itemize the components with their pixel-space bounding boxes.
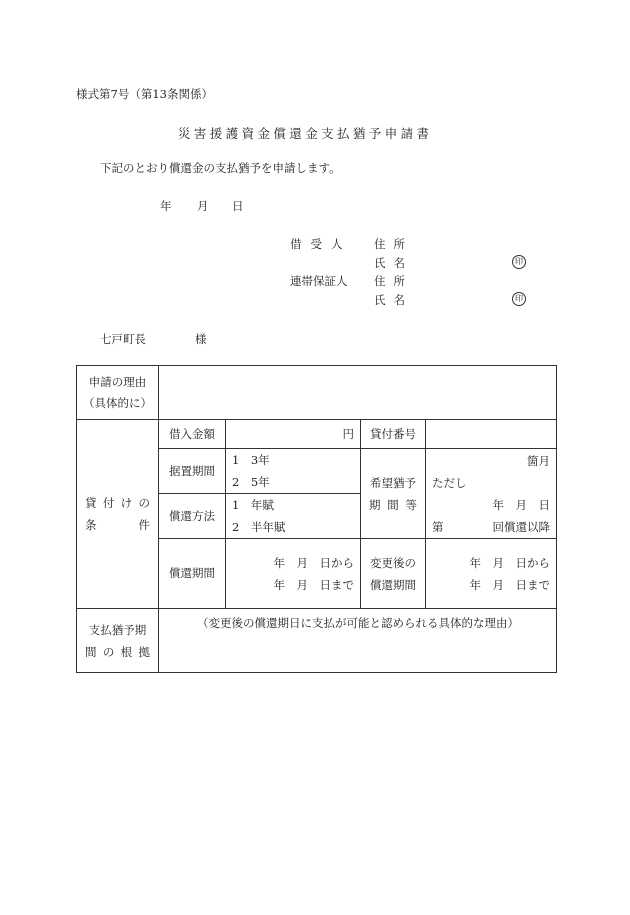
guarantor-seal-mark: 印	[512, 292, 526, 306]
changed-period-line1: 変更後の	[370, 555, 416, 570]
changed-period-input[interactable]	[426, 539, 557, 609]
addressee-name: 七戸町長	[100, 332, 146, 346]
deferral-months: 箇月	[527, 453, 550, 468]
guarantor-name-label: 氏名	[374, 293, 413, 307]
requested-deferral-input[interactable]	[426, 449, 557, 539]
reason-label-line1: 申請の理由	[88, 374, 147, 389]
loan-number-input[interactable]	[426, 420, 557, 449]
date-month: 月	[197, 199, 209, 213]
basis-label-cell	[77, 609, 159, 673]
method-option-2[interactable]: 2 半年賦	[232, 520, 286, 534]
borrower-name-label: 氏名	[374, 256, 413, 270]
repayment-from-date: 年 月 日から	[273, 555, 354, 570]
method-option-1[interactable]: 1 年賦	[232, 498, 274, 512]
reason-label-line2: （具体的に）	[83, 395, 152, 410]
requested-deferral-line2: 期間等	[369, 497, 417, 512]
addressee-honorific: 様	[195, 332, 207, 346]
form-number: 様式第7号（第13条関係）	[76, 87, 213, 101]
application-form-table	[76, 365, 557, 673]
repayment-to-date: 年 月 日まで	[273, 577, 354, 592]
installment-suffix: 回償還以降	[492, 519, 550, 534]
basis-input-cell[interactable]	[159, 609, 557, 673]
borrower-label: 借受人	[290, 237, 352, 251]
requested-deferral-line1: 希望猶予	[370, 475, 416, 490]
repayment-period-label: 償還期間	[159, 539, 226, 609]
intro-text: 下記のとおり償還金の支払猶予を申請します。	[100, 161, 341, 175]
loan-amount-input[interactable]	[226, 420, 361, 449]
changed-period-label-cell	[361, 539, 426, 609]
loan-conditions-line1: 貸付けの	[85, 496, 150, 510]
repayment-period-input[interactable]	[226, 539, 361, 609]
loan-number-label: 貸付番号	[361, 420, 426, 449]
changed-to-date: 年 月 日まで	[469, 577, 550, 592]
changed-period-line2: 償還期間	[370, 577, 416, 592]
grace-option-1[interactable]: 1 3年	[232, 453, 270, 467]
guarantor-address-label: 住所	[374, 274, 413, 288]
grace-option-2[interactable]: 2 5年	[232, 475, 270, 489]
loan-amount-label: 借入金額	[159, 420, 226, 449]
guarantor-label: 連帯保証人	[290, 274, 348, 288]
yen-unit: 円	[342, 427, 354, 441]
loan-conditions-line2: 条件	[85, 518, 150, 532]
deferral-proviso: ただし	[432, 475, 467, 490]
reason-input-cell[interactable]	[159, 366, 557, 420]
grace-period-options[interactable]	[226, 449, 361, 494]
date-year: 年	[160, 199, 172, 213]
date-day: 日	[232, 199, 244, 213]
changed-from-date: 年 月 日から	[469, 555, 550, 570]
document-title: 災害援護資金償還金支払猶予申請書	[178, 126, 433, 141]
deferral-date: 年 月 日	[492, 497, 550, 512]
borrower-seal-mark: 印	[512, 255, 526, 269]
reason-label-cell	[77, 366, 159, 420]
repayment-method-options[interactable]	[226, 494, 361, 539]
basis-label-line2: 間の根拠	[85, 644, 150, 659]
repayment-method-label: 償還方法	[159, 494, 226, 539]
basis-label-line1: 支払猶予期	[88, 622, 147, 637]
grace-period-label: 据置期間	[159, 449, 226, 494]
installment-prefix: 第	[432, 519, 444, 534]
requested-deferral-label-cell	[361, 449, 426, 539]
loan-conditions-label-cell	[77, 420, 159, 609]
borrower-address-label: 住所	[374, 237, 413, 251]
basis-note: （変更後の償還期日に支払が可能と認められる具体的な理由）	[197, 616, 519, 630]
